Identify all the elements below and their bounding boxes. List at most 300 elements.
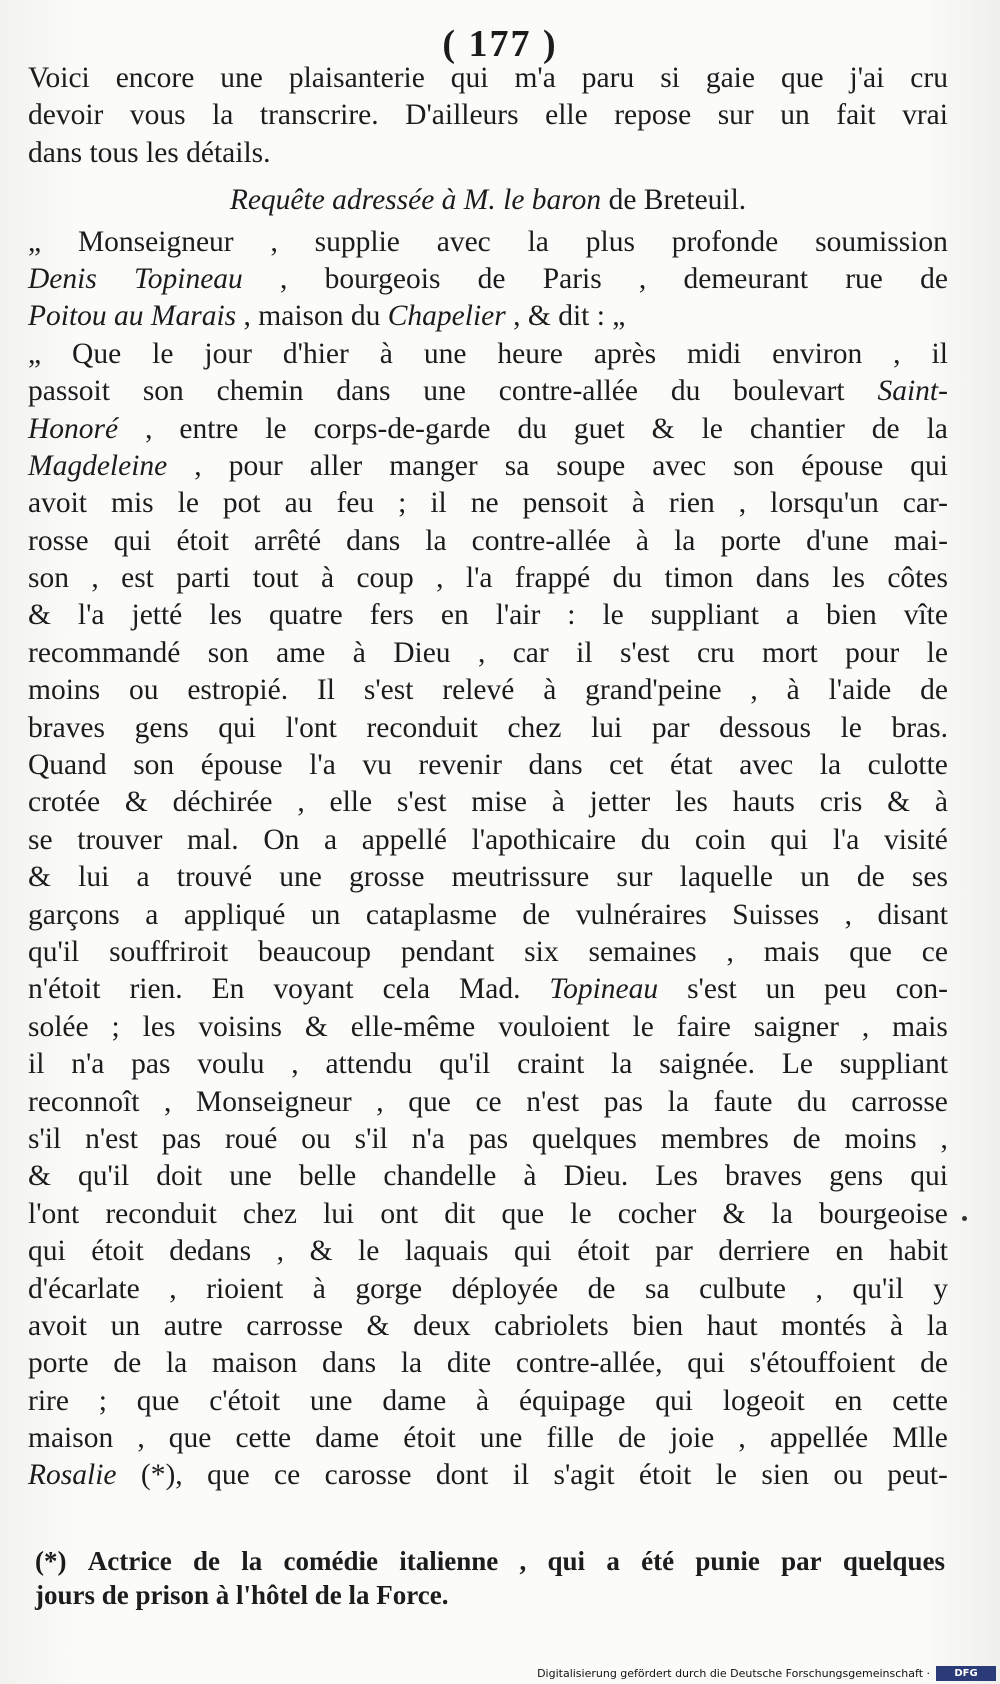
word: la [165, 1347, 188, 1380]
word: cru [910, 62, 948, 94]
word: aller [309, 449, 363, 482]
word: l'a [77, 599, 105, 632]
word: vulnéraires [575, 898, 707, 931]
word: gorge [355, 1272, 423, 1305]
word: Topineau [134, 262, 243, 295]
word: dedans [169, 1235, 252, 1268]
word: guet [573, 412, 625, 445]
word: dans [528, 749, 583, 782]
word: avec [739, 749, 794, 782]
word: à [320, 562, 335, 595]
word: , [750, 674, 758, 707]
word: mais [763, 935, 820, 968]
word: faute [713, 1085, 773, 1118]
word: cru [696, 636, 735, 669]
word: entre [179, 412, 239, 445]
word: une [220, 62, 263, 94]
text-line [28, 336, 948, 373]
word: de [792, 1122, 821, 1155]
word: On [263, 823, 300, 856]
word: à [786, 674, 800, 707]
word: en [835, 1235, 864, 1268]
word: ce [274, 1459, 301, 1492]
word: maison [212, 1347, 298, 1380]
word: il [430, 487, 447, 520]
word: c'étoit [209, 1384, 281, 1417]
text-line [28, 1196, 948, 1233]
text-span: de Breteuil. [601, 184, 747, 217]
word: au [284, 487, 313, 520]
word: laquelle [679, 861, 774, 894]
word: n'est [85, 1122, 138, 1155]
word: dans [321, 1347, 377, 1380]
word: épouse [200, 749, 283, 782]
word: moins [844, 1122, 917, 1155]
word: habit [888, 1235, 948, 1268]
word: grosse [349, 861, 425, 894]
word: chez [242, 1197, 297, 1230]
text-line [28, 224, 948, 261]
word: a [324, 823, 338, 856]
word: Rosalie [28, 1459, 117, 1492]
word: il [28, 1048, 45, 1081]
word: à [312, 1272, 326, 1305]
word: cela [382, 973, 431, 1006]
word: l'air [495, 599, 541, 632]
word: fille [546, 1422, 594, 1455]
word: En [211, 973, 245, 1006]
word: revenir [418, 749, 502, 782]
section-title [28, 182, 948, 219]
word: dite [446, 1347, 492, 1380]
word: Suisses [732, 898, 820, 931]
word: une [279, 861, 322, 894]
word: estropié. [187, 674, 289, 707]
word: a [136, 861, 150, 894]
word: relevé [442, 674, 515, 707]
word: , [436, 562, 444, 595]
word: frappé [514, 562, 591, 595]
word: la [926, 412, 948, 445]
word: l'apothicaire [471, 823, 617, 856]
word: reconnoît [28, 1085, 140, 1118]
word: logeoit [722, 1384, 805, 1417]
word: dans [755, 562, 810, 595]
word: appellé [361, 823, 447, 856]
word: , [169, 1272, 177, 1305]
word: , [297, 786, 305, 819]
word: chez [507, 711, 562, 744]
word: Les [655, 1160, 698, 1193]
word: bourgeoise [818, 1197, 948, 1230]
word: un [310, 898, 341, 931]
word: du [517, 412, 547, 445]
word: lui [78, 861, 110, 894]
word: punie [695, 1546, 760, 1576]
word: en [834, 1384, 863, 1417]
word: paru [581, 62, 635, 94]
word: son [733, 449, 775, 482]
word: (*), [140, 1459, 183, 1492]
word: timon [664, 562, 734, 595]
word: sur [717, 99, 754, 132]
word: chantier [749, 412, 845, 445]
word: dont [435, 1459, 489, 1492]
word: la [400, 1347, 423, 1380]
word: supplie [314, 225, 400, 258]
word: dessous [719, 711, 811, 744]
word: cataplasme [365, 898, 497, 931]
word: arrêté [253, 524, 322, 557]
word: Voici [28, 62, 90, 94]
text-line [28, 1009, 948, 1046]
word: haut [706, 1309, 758, 1342]
word: rioient [206, 1272, 284, 1305]
word: bien [825, 599, 877, 632]
word: jetté [131, 599, 183, 632]
word: & [651, 412, 675, 445]
word: moins [28, 674, 101, 707]
word: profonde [671, 225, 779, 258]
word: , [861, 1010, 870, 1043]
footnote-line [35, 1578, 945, 1612]
word: cocher [617, 1197, 697, 1230]
text-line [28, 710, 948, 747]
word: de [920, 674, 948, 707]
word: épouse [801, 449, 884, 482]
word: Quand [28, 749, 107, 782]
word: n'a [411, 1122, 445, 1155]
text-line [28, 485, 948, 522]
word: comédie [283, 1546, 378, 1576]
text-line [28, 1158, 948, 1195]
word: ce [921, 935, 948, 968]
word: gens [829, 1160, 884, 1193]
text-line [28, 1121, 948, 1158]
word: s'il [28, 1122, 62, 1155]
word: vu [362, 749, 392, 782]
word: l'aide [828, 674, 892, 707]
text-line [28, 373, 948, 410]
word: manger [389, 449, 478, 482]
word: , [726, 935, 734, 968]
word: à [352, 636, 366, 669]
word: une [423, 337, 467, 370]
word: qu'il [852, 1272, 904, 1305]
word: , [280, 262, 288, 295]
text-line [28, 298, 948, 335]
word: son [28, 562, 69, 595]
word: encore [115, 62, 195, 94]
word: suppliant [650, 599, 759, 632]
word: d'hier [282, 337, 349, 370]
text-line [28, 597, 948, 634]
word: culotte [867, 749, 948, 782]
word: rire [28, 1384, 69, 1417]
word: six [524, 935, 559, 968]
word: vrai [902, 99, 948, 132]
word: qui [910, 449, 948, 482]
dfg-logo: DFG [936, 1666, 996, 1681]
word: solée [28, 1010, 89, 1043]
text-line [28, 897, 948, 934]
word: le [715, 1459, 738, 1492]
word: pas [603, 1085, 644, 1118]
word: la [527, 225, 549, 258]
text-line [28, 1457, 948, 1494]
word: , [194, 449, 202, 482]
word: il [931, 337, 948, 370]
word: Topineau [549, 973, 659, 1006]
word: ame [276, 636, 326, 669]
word: jetter [589, 786, 651, 819]
word: d'écarlate [28, 1272, 140, 1305]
text-line [28, 60, 948, 97]
word: dame [315, 1422, 380, 1455]
word: qui [910, 1160, 948, 1193]
word: une [423, 375, 466, 408]
word: & [28, 861, 51, 894]
page-number: ( 177 ) [442, 23, 558, 65]
word: cabriolets [494, 1309, 609, 1342]
ink-speck [962, 1216, 967, 1221]
word: pas [468, 1122, 509, 1155]
word: devoir [28, 99, 104, 132]
word: sa [504, 449, 530, 482]
word: le [701, 412, 723, 445]
word: cet [609, 749, 644, 782]
word: étoit [638, 1459, 692, 1492]
word: visité [883, 823, 948, 856]
word: corps-de-garde [313, 412, 491, 445]
word: n'est [526, 1085, 580, 1118]
word: , [844, 898, 853, 931]
word: ou [833, 1459, 863, 1492]
word: environ [772, 337, 863, 370]
word: le [152, 337, 174, 370]
word: après [593, 337, 657, 370]
text-line [28, 1420, 948, 1457]
word: heure [497, 337, 563, 370]
word: ou [301, 1122, 331, 1155]
word: ; [98, 1384, 107, 1417]
word: garçons [28, 898, 120, 931]
word: gaie [705, 62, 755, 94]
word: la [241, 1546, 263, 1576]
word: ; [111, 1010, 120, 1043]
word: que [501, 1197, 545, 1230]
word: gens [134, 711, 189, 744]
word: voyant [273, 973, 354, 1006]
word: dit [444, 1197, 476, 1230]
word: qui [113, 524, 152, 557]
word: transcrire. [259, 99, 379, 132]
word: à [543, 674, 557, 707]
word: d'une [806, 524, 869, 557]
word: contre-allée [498, 375, 638, 408]
text-span: , maison du [236, 300, 388, 333]
word: mais [892, 1010, 948, 1043]
word: été [641, 1546, 675, 1576]
word: son [142, 375, 184, 408]
word: peut- [887, 1459, 948, 1492]
word: & [309, 1235, 333, 1268]
word: vous [129, 99, 186, 132]
word: du [670, 375, 701, 408]
word: les [142, 1010, 176, 1043]
footnote [35, 1544, 945, 1612]
word: l'a [832, 823, 860, 856]
word: dans [346, 524, 401, 557]
word: Honoré [28, 412, 119, 445]
word: & [28, 599, 51, 632]
word: Paris [542, 262, 602, 295]
text-line [28, 747, 948, 784]
word: hauts [732, 786, 795, 819]
text-line [28, 1271, 948, 1308]
word: ou [128, 674, 159, 707]
word: roué [224, 1122, 278, 1155]
word: contre-allée [471, 524, 611, 557]
word: qui [655, 1384, 693, 1417]
word: bien [632, 1309, 684, 1342]
word: lorsqu'un [770, 487, 879, 520]
word: à [635, 524, 650, 557]
word: : [567, 599, 576, 632]
word: parti [176, 562, 231, 595]
word: , [815, 1272, 823, 1305]
word: sien [761, 1459, 809, 1492]
word: Le [781, 1048, 813, 1081]
word: D'ailleurs [405, 99, 519, 132]
word: rien [668, 487, 715, 520]
word: de [477, 262, 506, 295]
word: quelques [842, 1546, 945, 1576]
word: déployée [451, 1272, 559, 1305]
word: s'est [363, 674, 414, 707]
word: le [926, 636, 948, 669]
text-span: , & dit : „ [505, 300, 626, 333]
word: de [920, 1347, 948, 1380]
word: , [276, 1235, 285, 1268]
word: reconduit [105, 1197, 217, 1230]
word: étoit [91, 1235, 144, 1268]
word: doit [156, 1160, 203, 1193]
word: état [670, 749, 713, 782]
word: étoit [577, 1235, 630, 1268]
word: ont [380, 1197, 419, 1230]
word: du [612, 562, 643, 595]
word: recommandé [28, 636, 181, 669]
word: rosse [28, 524, 89, 557]
word: s'étouffoient [749, 1347, 896, 1380]
word: que [207, 1459, 250, 1492]
text-line [28, 560, 948, 597]
word: mis [111, 487, 154, 520]
word: par [655, 1235, 693, 1268]
word: faire [676, 1010, 731, 1043]
word: culbute [699, 1272, 786, 1305]
word: membres [660, 1122, 769, 1155]
word: saigner [753, 1010, 839, 1043]
text-line [28, 523, 948, 560]
word: & [722, 1197, 746, 1230]
text-line [28, 97, 948, 134]
word: elle [545, 99, 588, 132]
word: a [606, 1546, 620, 1576]
word: la [771, 1197, 793, 1230]
word: à [523, 1160, 537, 1193]
word: de [871, 412, 900, 445]
word: avec [436, 225, 491, 258]
word: que [136, 1384, 180, 1417]
text-line [28, 1383, 948, 1420]
text-line [28, 1233, 948, 1270]
word: quelques [531, 1122, 637, 1155]
word: craint [517, 1048, 585, 1081]
word: étoit [403, 1422, 456, 1455]
word: un [780, 99, 810, 132]
word: soupe [556, 449, 626, 482]
word: Magdeleine [28, 449, 168, 482]
word: derriere [718, 1235, 811, 1268]
word: chandelle [383, 1160, 497, 1193]
word: qu'il [78, 1160, 130, 1193]
word: Mad. [459, 973, 521, 1006]
word: lui [323, 1197, 355, 1230]
italic-text: Chapelier [387, 300, 506, 333]
word: , [738, 1422, 746, 1455]
word: deux [413, 1309, 471, 1342]
word: la [611, 1048, 633, 1081]
word: , [270, 225, 278, 258]
word: beaucoup [258, 935, 372, 968]
word: fers [369, 599, 414, 632]
text-line [28, 635, 948, 672]
word: avec [652, 449, 707, 482]
word: demeurant [683, 262, 809, 295]
word: l'a [465, 562, 493, 595]
word: côtes [887, 562, 948, 595]
word: ses [911, 861, 948, 894]
word: une [479, 1422, 523, 1455]
text-line [28, 1345, 948, 1382]
word: Monseigneur [196, 1085, 352, 1118]
text-line [28, 1308, 948, 1345]
word: bourgeois [324, 262, 441, 295]
word: se [28, 823, 53, 856]
word: vouloient [498, 1010, 610, 1043]
word: de [856, 861, 885, 894]
text-line [28, 135, 948, 172]
word: semaines [588, 935, 697, 968]
word: tout [252, 562, 299, 595]
word: coin [694, 823, 746, 856]
text-span: dans tous les détails. [28, 136, 271, 169]
word: italienne [399, 1546, 499, 1576]
text-line [28, 1084, 948, 1121]
italic-text: Requête adressée à M. le baron [229, 184, 602, 217]
word: disant [877, 898, 948, 931]
word: en [440, 599, 469, 632]
word: boulevart [733, 375, 845, 408]
footnote-text: jours de prison à l'hôtel de la Force. [35, 1580, 449, 1610]
word: qui [450, 62, 489, 94]
word: pendant [400, 935, 495, 968]
word: du [640, 823, 671, 856]
word: la [674, 524, 696, 557]
word: pas [131, 1048, 171, 1081]
